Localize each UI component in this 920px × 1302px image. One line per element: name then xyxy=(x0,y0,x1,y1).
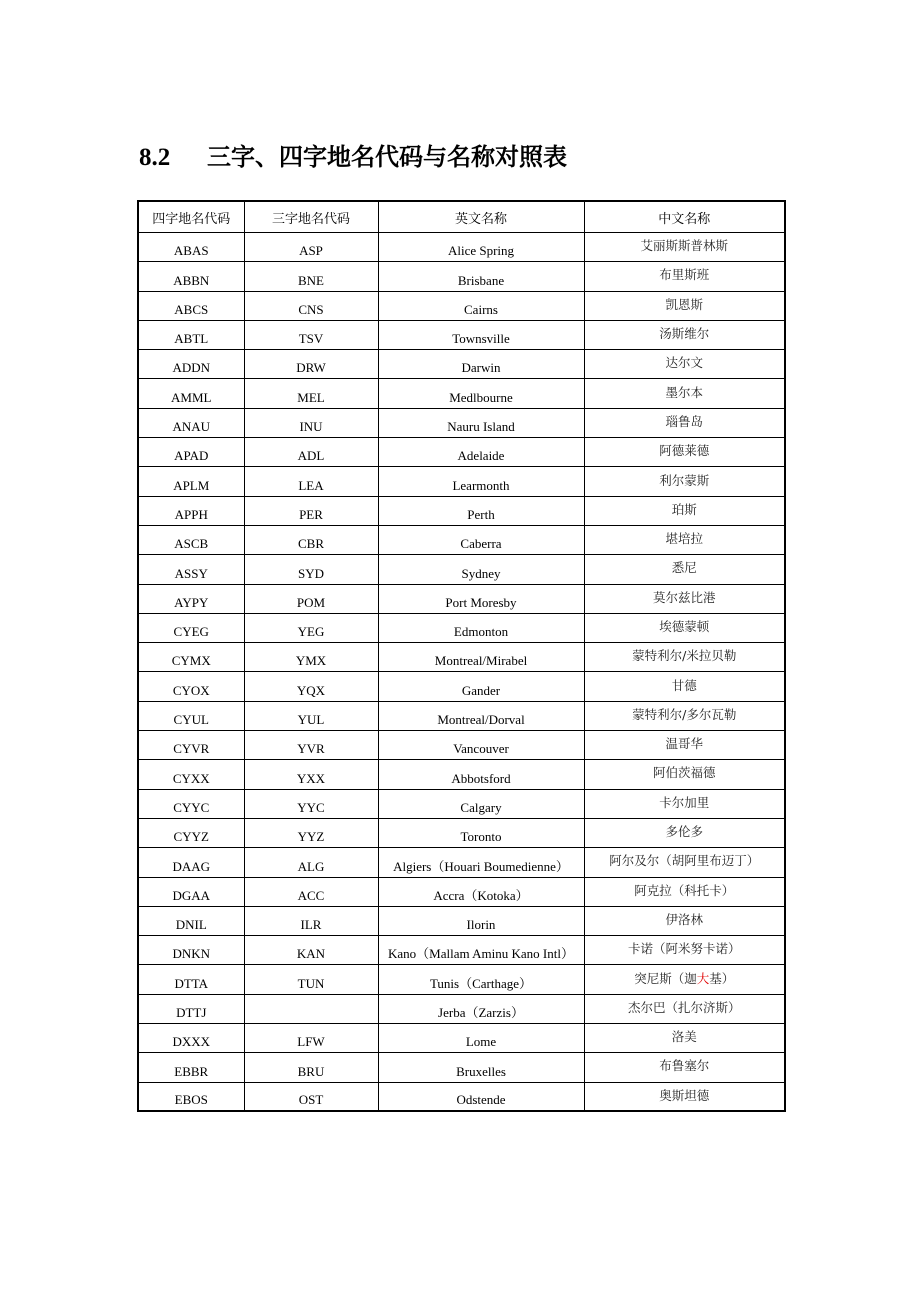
chinese-name-cell: 卡尔加里 xyxy=(584,789,785,818)
chinese-name-cell: 布里斯班 xyxy=(584,262,785,291)
iata-code-cell: YUL xyxy=(244,701,378,730)
table-header-row xyxy=(138,201,785,233)
english-name-cell: Odstende xyxy=(378,1082,584,1111)
chinese-name-cell: 达尔文 xyxy=(584,350,785,379)
chinese-name-cell: 汤斯维尔 xyxy=(584,320,785,349)
iata-code-cell: LEA xyxy=(244,467,378,496)
chinese-name-cell: 阿德莱德 xyxy=(584,438,785,467)
icao-code-cell: ABCS xyxy=(138,291,244,320)
icao-code-cell: ADDN xyxy=(138,350,244,379)
icao-code-cell: DGAA xyxy=(138,877,244,906)
table-row xyxy=(138,1053,785,1082)
iata-code-cell: BNE xyxy=(244,262,378,291)
iata-code-cell: TSV xyxy=(244,320,378,349)
icao-code-cell: DXXX xyxy=(138,1024,244,1053)
english-name-cell: Bruxelles xyxy=(378,1053,584,1082)
iata-code-cell: ILR xyxy=(244,906,378,935)
table-row xyxy=(138,320,785,349)
table-row xyxy=(138,408,785,437)
iata-code-cell: YYZ xyxy=(244,818,378,847)
icao-code-cell: CYEG xyxy=(138,613,244,642)
chinese-name-cell: 阿克拉（科托卡） xyxy=(584,877,785,906)
english-name-cell: Brisbane xyxy=(378,262,584,291)
table-row xyxy=(138,731,785,760)
icao-code-cell: DTTJ xyxy=(138,994,244,1023)
english-name-cell: Montreal/Dorval xyxy=(378,701,584,730)
location-code-table xyxy=(137,200,786,1112)
icao-code-cell: ASCB xyxy=(138,525,244,554)
header-english-name: 英文名称 xyxy=(378,201,584,233)
table-row xyxy=(138,262,785,291)
table-row xyxy=(138,525,785,554)
table-row xyxy=(138,379,785,408)
english-name-cell: Medlbourne xyxy=(378,379,584,408)
iata-code-cell: MEL xyxy=(244,379,378,408)
iata-code-cell: SYD xyxy=(244,555,378,584)
iata-code-cell: YQX xyxy=(244,672,378,701)
chinese-name-cell: 珀斯 xyxy=(584,496,785,525)
english-name-cell: Lome xyxy=(378,1024,584,1053)
chinese-name-cell: 莫尔兹比港 xyxy=(584,584,785,613)
chinese-name-cell: 蒙特利尔/米拉贝勒 xyxy=(584,643,785,672)
icao-code-cell: DTTA xyxy=(138,965,244,994)
iata-code-cell: INU xyxy=(244,408,378,437)
chinese-name-cell: 温哥华 xyxy=(584,731,785,760)
chinese-name-cell: 堪培拉 xyxy=(584,525,785,554)
table-row xyxy=(138,906,785,935)
table-row xyxy=(138,233,785,262)
iata-code-cell: KAN xyxy=(244,936,378,965)
icao-code-cell: APAD xyxy=(138,438,244,467)
table-row xyxy=(138,789,785,818)
chinese-name-cell: 奥斯坦德 xyxy=(584,1082,785,1111)
table-row xyxy=(138,1082,785,1111)
english-name-cell: Edmonton xyxy=(378,613,584,642)
chinese-name-part: 突尼斯（迦 xyxy=(634,970,697,986)
iata-code-cell: YXX xyxy=(244,760,378,789)
iata-code-cell: POM xyxy=(244,584,378,613)
icao-code-cell: ANAU xyxy=(138,408,244,437)
english-name-cell: Montreal/Mirabel xyxy=(378,643,584,672)
english-name-cell: Abbotsford xyxy=(378,760,584,789)
icao-code-cell: CYYZ xyxy=(138,818,244,847)
english-name-cell: Perth xyxy=(378,496,584,525)
iata-code-cell: YVR xyxy=(244,731,378,760)
iata-code-cell: ACC xyxy=(244,877,378,906)
iata-code-cell: CNS xyxy=(244,291,378,320)
iata-code-cell: ADL xyxy=(244,438,378,467)
english-name-cell: Tunis（Carthage） xyxy=(378,965,584,994)
table-row xyxy=(138,701,785,730)
english-name-cell: Alice Spring xyxy=(378,233,584,262)
chinese-name-cell: 阿伯茨福德 xyxy=(584,760,785,789)
chinese-name-cell xyxy=(584,965,785,994)
iata-code-cell xyxy=(244,994,378,1023)
iata-code-cell: PER xyxy=(244,496,378,525)
icao-code-cell: ABTL xyxy=(138,320,244,349)
icao-code-cell: AYPY xyxy=(138,584,244,613)
icao-code-cell: CYVR xyxy=(138,731,244,760)
english-name-cell: Algiers（Houari Boumedienne） xyxy=(378,848,584,877)
iata-code-cell: BRU xyxy=(244,1053,378,1082)
iata-code-cell: YYC xyxy=(244,789,378,818)
icao-code-cell: APLM xyxy=(138,467,244,496)
english-name-cell: Ilorin xyxy=(378,906,584,935)
highlighted-char: 大 xyxy=(696,970,710,986)
icao-code-cell: AMML xyxy=(138,379,244,408)
chinese-name-cell: 墨尔本 xyxy=(584,379,785,408)
table-row xyxy=(138,584,785,613)
table-row xyxy=(138,643,785,672)
table-row xyxy=(138,760,785,789)
iata-code-cell: ALG xyxy=(244,848,378,877)
table-row xyxy=(138,555,785,584)
icao-code-cell: CYMX xyxy=(138,643,244,672)
chinese-name-cell: 多伦多 xyxy=(584,818,785,847)
chinese-name-cell: 悉尼 xyxy=(584,555,785,584)
chinese-name-cell: 布鲁塞尔 xyxy=(584,1053,785,1082)
table-row xyxy=(138,818,785,847)
icao-code-cell: EBOS xyxy=(138,1082,244,1111)
english-name-cell: Accra（Kotoka） xyxy=(378,877,584,906)
chinese-name-cell: 洛美 xyxy=(584,1024,785,1053)
english-name-cell: Nauru Island xyxy=(378,408,584,437)
icao-code-cell: CYXX xyxy=(138,760,244,789)
header-chinese-name: 中文名称 xyxy=(584,201,785,233)
table-row xyxy=(138,877,785,906)
iata-code-cell: YEG xyxy=(244,613,378,642)
icao-code-cell: EBBR xyxy=(138,1053,244,1082)
section-number: 8.2 xyxy=(139,144,171,171)
page-title xyxy=(139,140,567,174)
chinese-name-cell: 凯恩斯 xyxy=(584,291,785,320)
english-name-cell: Darwin xyxy=(378,350,584,379)
english-name-cell: Calgary xyxy=(378,789,584,818)
icao-code-cell: DNIL xyxy=(138,906,244,935)
icao-code-cell: CYOX xyxy=(138,672,244,701)
icao-code-cell: ABAS xyxy=(138,233,244,262)
table-row xyxy=(138,1024,785,1053)
table-row xyxy=(138,496,785,525)
chinese-name-cell: 伊洛林 xyxy=(584,906,785,935)
icao-code-cell: CYUL xyxy=(138,701,244,730)
chinese-name-cell: 甘德 xyxy=(584,672,785,701)
english-name-cell: Toronto xyxy=(378,818,584,847)
icao-code-cell: ABBN xyxy=(138,262,244,291)
iata-code-cell: LFW xyxy=(244,1024,378,1053)
table-row xyxy=(138,291,785,320)
icao-code-cell: ASSY xyxy=(138,555,244,584)
iata-code-cell: TUN xyxy=(244,965,378,994)
table-row xyxy=(138,672,785,701)
chinese-name-cell: 卡诺（阿米努卡诺） xyxy=(584,936,785,965)
table-row xyxy=(138,613,785,642)
chinese-name-cell: 杰尔巴（扎尔济斯） xyxy=(584,994,785,1023)
icao-code-cell: APPH xyxy=(138,496,244,525)
header-three-letter-code: 三字地名代码 xyxy=(244,201,378,233)
iata-code-cell: YMX xyxy=(244,643,378,672)
iata-code-cell: ASP xyxy=(244,233,378,262)
chinese-name-cell: 瑙鲁岛 xyxy=(584,408,785,437)
table-row xyxy=(138,965,785,994)
iata-code-cell: DRW xyxy=(244,350,378,379)
english-name-cell: Townsville xyxy=(378,320,584,349)
english-name-cell: Caberra xyxy=(378,525,584,554)
chinese-name-cell: 蒙特利尔/多尔瓦勒 xyxy=(584,701,785,730)
english-name-cell: Sydney xyxy=(378,555,584,584)
table-row xyxy=(138,467,785,496)
section-heading-text: 三字、四字地名代码与名称对照表 xyxy=(207,143,567,171)
icao-code-cell: DNKN xyxy=(138,936,244,965)
header-four-letter-code: 四字地名代码 xyxy=(138,201,244,233)
chinese-name-cell: 利尔蒙斯 xyxy=(584,467,785,496)
chinese-name-part: 基） xyxy=(709,970,735,986)
icao-code-cell: DAAG xyxy=(138,848,244,877)
english-name-cell: Port Moresby xyxy=(378,584,584,613)
table-row xyxy=(138,350,785,379)
english-name-cell: Vancouver xyxy=(378,731,584,760)
chinese-name-cell: 艾丽斯斯普林斯 xyxy=(584,233,785,262)
chinese-name-cell: 阿尔及尔（胡阿里布迈丁） xyxy=(584,848,785,877)
iata-code-cell: OST xyxy=(244,1082,378,1111)
table-row xyxy=(138,994,785,1023)
iata-code-cell: CBR xyxy=(244,525,378,554)
english-name-cell: Cairns xyxy=(378,291,584,320)
english-name-cell: Kano（Mallam Aminu Kano Intl） xyxy=(378,936,584,965)
chinese-name-cell: 埃德蒙顿 xyxy=(584,613,785,642)
english-name-cell: Adelaide xyxy=(378,438,584,467)
table-row xyxy=(138,848,785,877)
table-row xyxy=(138,438,785,467)
english-name-cell: Gander xyxy=(378,672,584,701)
english-name-cell: Jerba（Zarzis） xyxy=(378,994,584,1023)
english-name-cell: Learmonth xyxy=(378,467,584,496)
icao-code-cell: CYYC xyxy=(138,789,244,818)
table-row xyxy=(138,936,785,965)
